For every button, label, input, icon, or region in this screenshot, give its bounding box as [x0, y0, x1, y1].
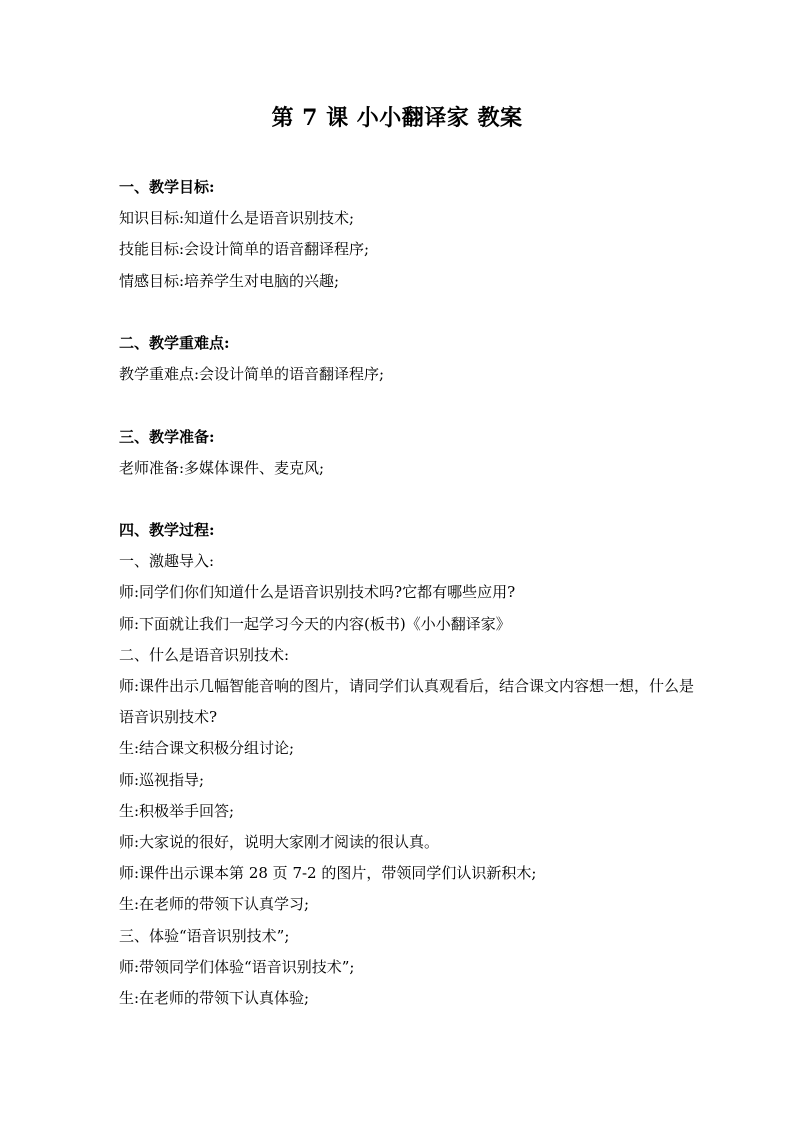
paragraph-line: 一、激趣导入: — [119, 552, 215, 571]
paragraph-line: 教学重难点:会设计简单的语音翻译程序; — [119, 365, 385, 384]
paragraph-line: 技能目标:会设计简单的语音翻译程序; — [119, 240, 370, 259]
paragraph-line: 二、什么是语音识别技术: — [119, 645, 290, 664]
paragraph-line: 师:课件出示几幅智能音响的图片，请同学们认真观看后，结合课文内容想一想，什么是语音识别技术? — [119, 677, 695, 727]
paragraph-line: 师:课件出示课本第 28 页 7-2 的图片，带领同学们认识新积木; — [119, 864, 537, 883]
section-heading-process: 四、教学过程: — [119, 521, 215, 540]
paragraph-line: 师:大家说的很好，说明大家刚才阅读的很认真。 — [119, 832, 440, 851]
paragraph-line: 生:在老师的带领下认真学习; — [119, 895, 310, 914]
paragraph-line: 生:结合课文积极分组讨论; — [119, 739, 295, 758]
document-body — [119, 172, 699, 1014]
paragraph-line: 知识目标:知道什么是语音识别技术; — [119, 209, 355, 228]
section-spacer — [119, 297, 699, 328]
page-title: 第 7 课 小小翻译家 教案 — [271, 105, 523, 131]
paragraph-line: 师:带领同学们体验“语音识别技术”; — [119, 957, 355, 976]
paragraph-line: 老师准备:多媒体课件、麦克风; — [119, 458, 325, 477]
paragraph-line: 三、体验“语音识别技术”; — [119, 926, 290, 945]
paragraph-line: 师:下面就让我们一起学习今天的内容(板书)《小小翻译家》 — [119, 614, 511, 633]
paragraph-line: 生:在老师的带领下认真体验; — [119, 988, 310, 1007]
section-heading-preparation: 三、教学准备: — [119, 427, 215, 446]
section-heading-objectives: 一、教学目标: — [119, 178, 215, 196]
paragraph-line: 师:同学们你们知道什么是语音识别技术吗?它都有哪些应用? — [119, 583, 516, 602]
paragraph-line: 情感目标:培养学生对电脑的兴趣; — [119, 271, 340, 290]
section-spacer — [119, 390, 699, 421]
section-heading-key-points: 二、教学重难点: — [119, 333, 230, 352]
paragraph-line: 师:巡视指导; — [119, 770, 205, 789]
section-spacer — [119, 484, 699, 515]
paragraph-line: 生:积极举手回答; — [119, 801, 235, 820]
